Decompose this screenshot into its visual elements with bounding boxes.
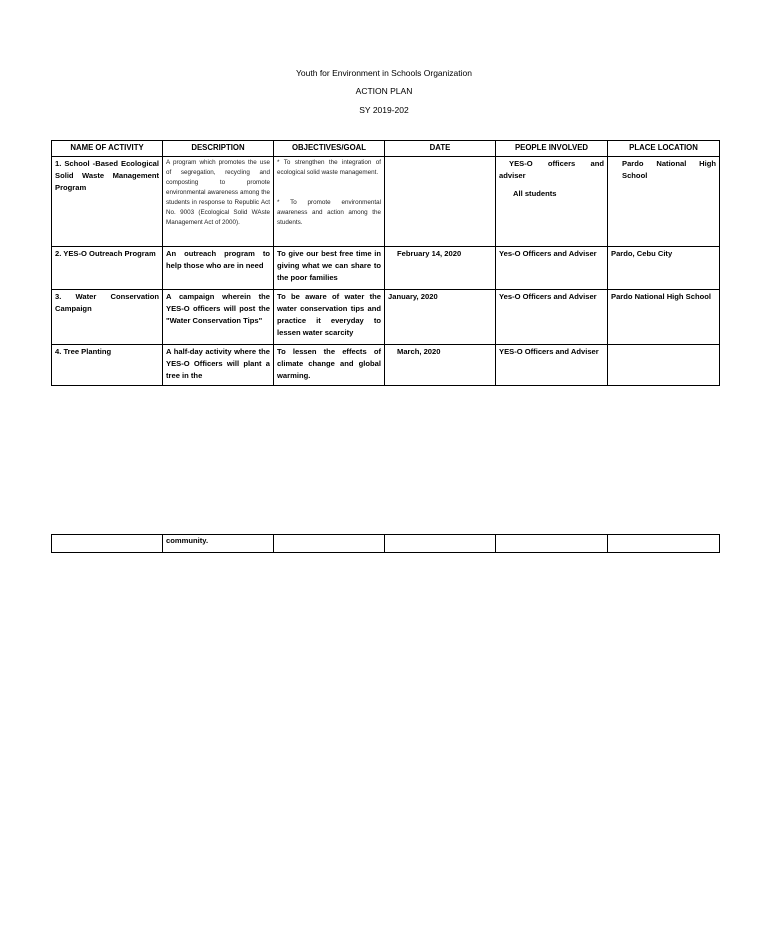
school-year: SY 2019-202 — [359, 105, 409, 115]
date-cell: March, 2020 — [385, 345, 496, 386]
place-cell: Pardo, Cebu City — [608, 247, 720, 290]
table-row — [52, 290, 720, 345]
objectives-cell: To lessen the effects of climate change and global warming. — [274, 345, 385, 386]
description-cell: community. — [163, 535, 274, 553]
table-row — [52, 157, 720, 247]
objectives-cell: To give our best free time in giving what we can share to the poor families — [274, 247, 385, 290]
table-row — [52, 247, 720, 290]
date-cell — [385, 157, 496, 247]
objective-text: * To promote environmental awareness and action among the students. — [277, 199, 381, 226]
date-cell — [385, 535, 496, 553]
people-cell — [496, 157, 608, 247]
description-cell: A campaign wherein the YES-O officers will post the "Water Conservation Tips" — [163, 290, 274, 345]
place-cell: Pardo National High School — [608, 157, 720, 247]
activity-name-cell: 2. YES-O Outreach Program — [52, 247, 163, 290]
people-text: YES-O officers and adviser — [499, 159, 604, 180]
column-header-date: DATE — [385, 141, 496, 157]
date-cell: February 14, 2020 — [385, 247, 496, 290]
people-text: All students — [513, 189, 557, 198]
column-header-place: PLACE LOCATION — [608, 141, 720, 157]
objectives-cell — [274, 535, 385, 553]
description-cell: A half-day activity where the YES-O Officers will plant a tree in the — [163, 345, 274, 386]
activity-name-cell: 1. School -Based Ecological Solid Waste Management Program — [52, 157, 163, 247]
column-header-objectives: OBJECTIVES/GOAL — [274, 141, 385, 157]
organization-name: Youth for Environment in Schools Organization — [296, 68, 472, 78]
action-plan-table — [51, 140, 720, 386]
column-header-description: DESCRIPTION — [163, 141, 274, 157]
date-cell: January, 2020 — [385, 290, 496, 345]
table-header-row — [52, 141, 720, 157]
continuation-table — [51, 534, 720, 553]
place-cell — [608, 345, 720, 386]
activity-name-cell — [52, 535, 163, 553]
table-row — [52, 535, 720, 553]
table-row — [52, 345, 720, 386]
objectives-cell: To be aware of water the water conservation tips and practice it everyday to lessen water scarcity — [274, 290, 385, 345]
people-cell: YES-O Officers and Adviser — [496, 345, 608, 386]
place-cell: Pardo National High School — [608, 290, 720, 345]
column-header-activity: NAME OF ACTIVITY — [52, 141, 163, 157]
objective-text: * To strengthen the integration of ecological solid waste management. — [277, 159, 381, 176]
objectives-cell — [274, 157, 385, 247]
document-title: ACTION PLAN — [355, 86, 413, 96]
description-cell: A program which promotes the use of segregation, recycling and composting to promote environmental awareness among the students in response to Republic Act No. 9003 (Ecological Solid WAste Management Act of 2000). — [163, 157, 274, 247]
people-cell — [496, 535, 608, 553]
description-cell: An outreach program to help those who are in need — [163, 247, 274, 290]
place-cell — [608, 535, 720, 553]
activity-name-cell: 4. Tree Planting — [52, 345, 163, 386]
people-cell: Yes-O Officers and Adviser — [496, 290, 608, 345]
activity-name-cell: 3. Water Conservation Campaign — [52, 290, 163, 345]
people-cell: Yes-O Officers and Adviser — [496, 247, 608, 290]
column-header-people: PEOPLE INVOLVED — [496, 141, 608, 157]
